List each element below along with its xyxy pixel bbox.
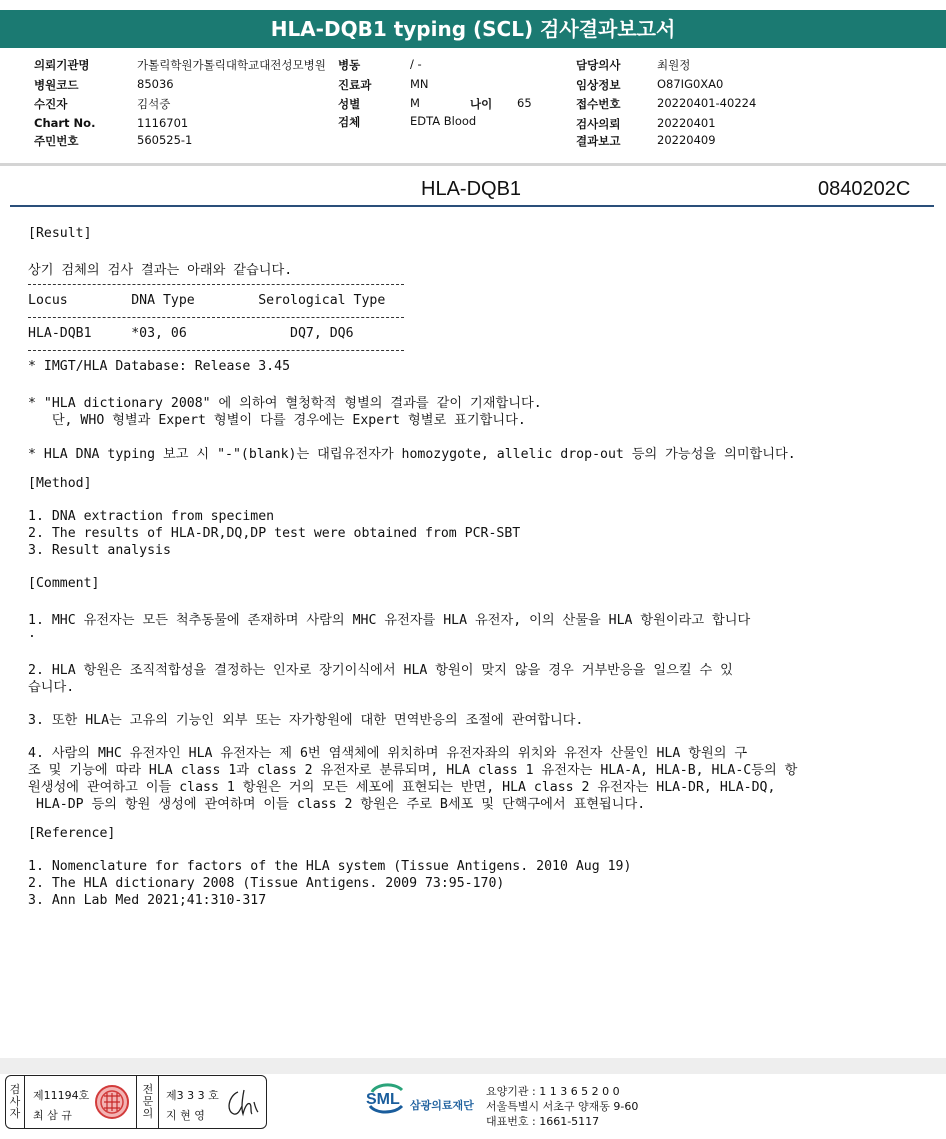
comment-line: 습니다. — [28, 680, 75, 695]
footer-band — [0, 1058, 946, 1074]
title-rule — [10, 205, 934, 207]
sex-label: 성별 — [338, 97, 361, 111]
ward-value: / - — [410, 57, 422, 71]
result-col-headers: Locus DNA Type Serological Type — [28, 293, 386, 308]
header-separator — [0, 163, 946, 166]
report-date-label: 결과보고 — [576, 134, 621, 148]
test-name: HLA-DQB1 — [421, 178, 522, 200]
reference-heading: [Reference] — [28, 826, 116, 841]
imgt-note: * IMGT/HLA Database: Release 3.45 — [28, 359, 291, 374]
patient-label: 수진자 — [34, 97, 68, 111]
org-address: 서울특별시 서초구 양재동 9-60 — [486, 1100, 639, 1113]
dept-value: MN — [410, 77, 429, 91]
sml-logo-text: SML — [366, 1091, 400, 1108]
comment-line: 3. 또한 HLA는 고유의 기능인 외부 또는 자가항원에 대한 면역반응의 조절에 관여합니다. — [28, 713, 584, 728]
clinical-value: O87IG0XA0 — [657, 77, 724, 91]
chart-value: 1116701 — [137, 116, 189, 130]
signer2-license: 제3 3 3 호 — [166, 1089, 219, 1102]
institution-value: 가톨릭학원가톨릭대학교대전성모병원 — [137, 58, 326, 72]
signer1-name: 최 삼 규 — [33, 1109, 72, 1122]
age-label: 나이 — [470, 97, 493, 111]
comment-line: HLA-DP 등의 항원 생성에 관여하며 이들 class 2 항원은 주로 B세포 및 단핵구에서 표현됩니다. — [28, 797, 646, 812]
dict-note-2: 단, WHO 형별과 Expert 형별이 다를 경우에는 Expert 형별로 표기합니다. — [28, 413, 526, 428]
org-name: 삼광의료재단 — [410, 1099, 474, 1112]
reference-item: 3. Ann Lab Med 2021;41:310-317 — [28, 893, 267, 908]
result-intro: 상기 검체의 검사 결과는 아래와 같습니다. — [28, 263, 293, 278]
report-title: HLA-DQB1 typing (SCL) 검사결과보고서 — [0, 10, 946, 48]
rrn-label: 주민번호 — [34, 134, 79, 148]
comment-line: 원생성에 관여하고 이들 class 1 항원은 거의 모든 세포에 표현되는 반면, HLA class 2 유전자는 HLA-DR, HLA-DQ, — [28, 780, 776, 795]
rrn-value: 560525-1 — [137, 133, 193, 147]
comment-line: 4. 사람의 MHC 유전자인 HLA 유전자는 제 6번 염색체에 위치하며 유전자좌의 위치와 유전자 산물인 HLA 항원의 구 — [28, 746, 748, 761]
sex-value: M — [410, 96, 420, 110]
dept-label: 진료과 — [338, 78, 372, 92]
org-code: 요양기관 : 1 1 3 6 5 2 0 0 — [486, 1085, 620, 1098]
signature-icon — [224, 1086, 262, 1120]
comment-line: . — [28, 626, 36, 641]
doctor-value: 최원정 — [657, 58, 691, 72]
chart-label: Chart No. — [34, 116, 96, 130]
report-date-value: 20220409 — [657, 133, 716, 147]
ward-label: 병동 — [338, 58, 361, 72]
age-value: 65 — [517, 96, 532, 110]
clinical-label: 임상정보 — [576, 78, 621, 92]
specimen-label: 검체 — [338, 115, 361, 129]
dict-note-1: * "HLA dictionary 2008" 에 의하여 혈청학적 형별의 결과를 같이 기재합니다. — [28, 396, 542, 411]
specimen-value: EDTA Blood — [410, 114, 477, 128]
seal-icon — [94, 1084, 130, 1120]
divider — [28, 317, 404, 318]
signature-box — [5, 1075, 267, 1129]
result-heading: [Result] — [28, 226, 92, 241]
doctor-label: 담당의사 — [576, 58, 621, 72]
divider — [28, 284, 404, 285]
request-label: 검사의뢰 — [576, 117, 621, 131]
test-code: 0840202C — [818, 178, 911, 200]
signer2-name: 지 현 영 — [166, 1109, 205, 1122]
blank-note: * HLA DNA typing 보고 시 "-"(blank)는 대립유전자가 homozygote, allelic drop-out 등의 가능성을 의미합니다. — [28, 447, 796, 462]
comment-line: 1. MHC 유전자는 모든 척추동물에 존재하며 사람의 MHC 유전자를 HLA 유전자, 이의 산물을 HLA 항원이라고 합니다 — [28, 613, 751, 628]
signer1-role: 검사자 — [9, 1083, 21, 1120]
method-item: 2. The results of HLA-DR,DQ,DP test were obtained from PCR-SBT — [28, 526, 521, 541]
comment-heading: [Comment] — [28, 576, 100, 591]
patient-value: 김석중 — [137, 97, 171, 111]
comment-line: 2. HLA 항원은 조직적합성을 결정하는 인자로 장기이식에서 HLA 항원이 맞지 않을 경우 거부반응을 일으킬 수 있 — [28, 663, 733, 678]
hospital-code-label: 병원코드 — [34, 78, 79, 92]
signer1-license: 제11194호 — [33, 1089, 90, 1102]
reference-item: 1. Nomenclature for factors of the HLA system (Tissue Antigens. 2010 Aug 19) — [28, 859, 632, 874]
divider — [28, 350, 404, 351]
reference-item: 2. The HLA dictionary 2008 (Tissue Antigens. 2009 73:95-170) — [28, 876, 505, 891]
method-heading: [Method] — [28, 476, 92, 491]
hospital-code-value: 85036 — [137, 77, 174, 91]
result-row: HLA-DQB1 *03, 06 DQ7, DQ6 — [28, 326, 354, 341]
institution-label: 의뢰기관명 — [34, 58, 90, 72]
method-item: 1. DNA extraction from specimen — [28, 509, 275, 524]
signer2-role: 전문의 — [142, 1083, 154, 1120]
receipt-value: 20220401-40224 — [657, 96, 757, 110]
org-phone: 대표번호 : 1661-5117 — [486, 1115, 600, 1128]
method-item: 3. Result analysis — [28, 543, 171, 558]
comment-line: 조 및 기능에 따라 HLA class 1과 class 2 유전자로 분류되며, HLA class 1 유전자는 HLA-A, HLA-B, HLA-C등의 항 — [28, 763, 798, 778]
receipt-label: 접수번호 — [576, 97, 621, 111]
request-value: 20220401 — [657, 116, 716, 130]
